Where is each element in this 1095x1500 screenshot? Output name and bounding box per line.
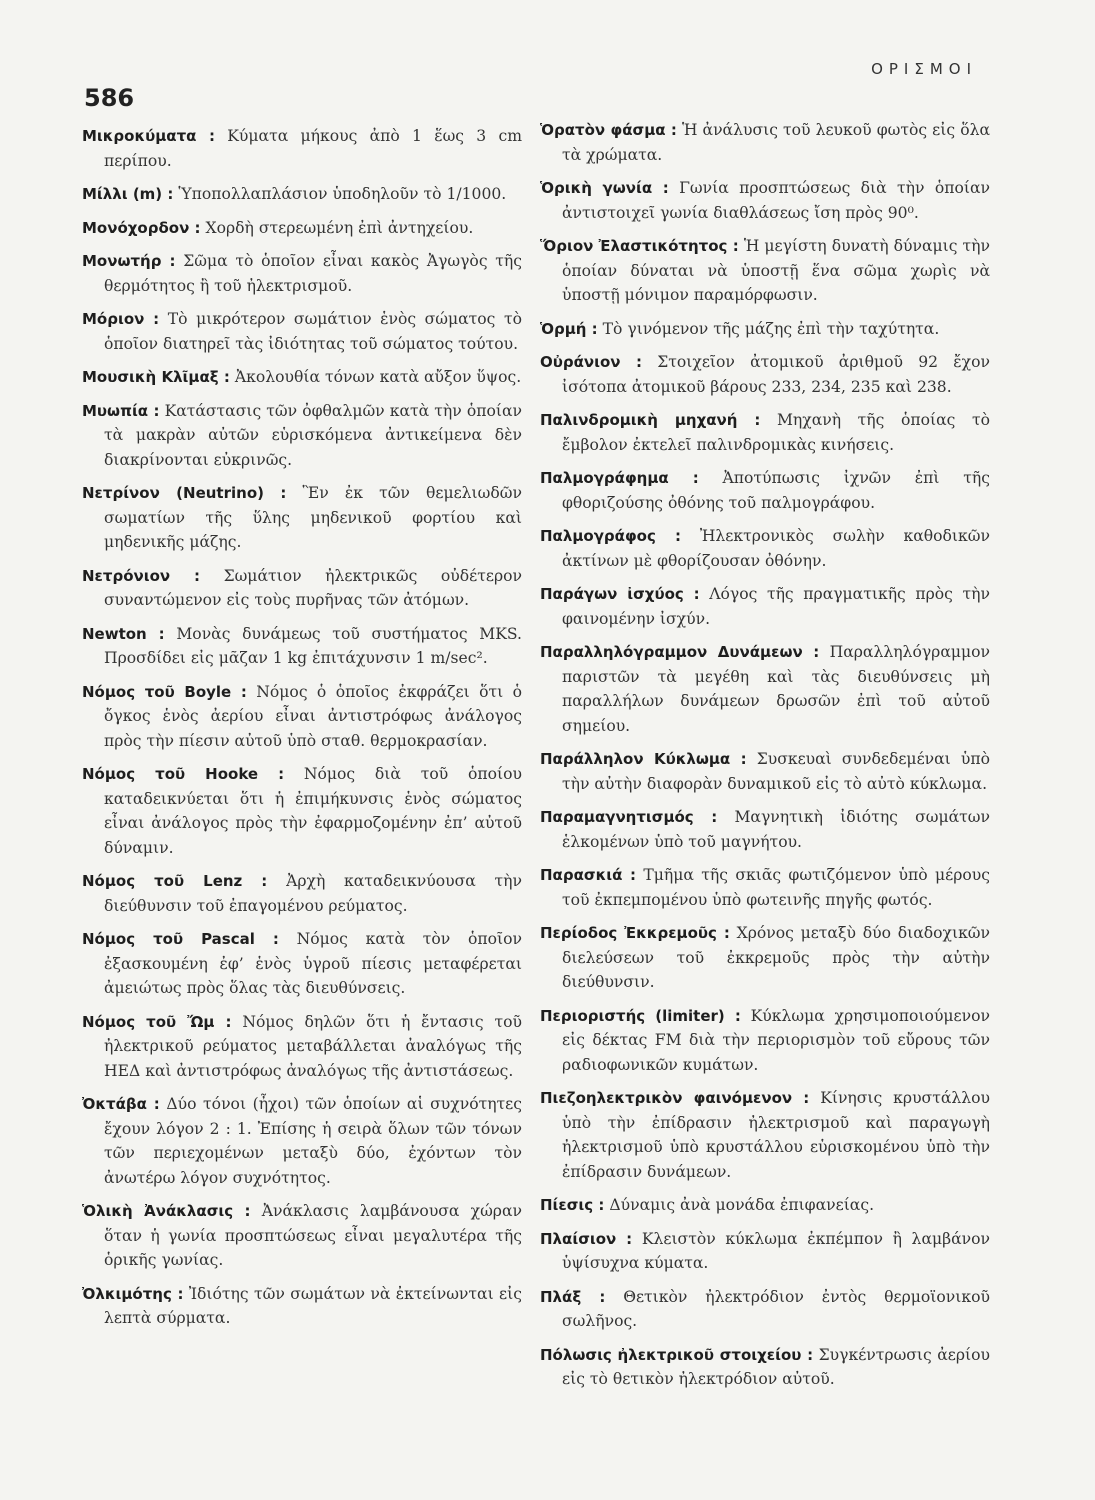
entry-definition: Ἓν ἐκ τῶν θεμελιωδῶν σωματίων τῆς ὕλης μηδενικοῦ φορτίου καὶ μηδενικῆς μάζης.	[104, 484, 522, 551]
entry-definition: Σῶμα τὸ ὁποῖον εἶναι κακὸς Ἀγωγὸς τῆς θερμότητος ἢ τοῦ ἠλεκτρισμοῦ.	[104, 252, 522, 295]
entry-term: Μικροκύματα :	[82, 127, 216, 145]
entry-term: Νετρίνον (Neutrino) :	[82, 484, 287, 502]
entry-definition: Στοιχεῖον ἀτομικοῦ ἀριθμοῦ 92 ἔχον ἰσότοπα ἀτομικοῦ βάρους 233, 234, 235 καὶ 238.	[562, 353, 990, 396]
entry-term: Παρασκιά :	[540, 866, 637, 884]
glossary-entry	[540, 1227, 990, 1276]
entry-definition: Κύματα μήκους ἀπὸ 1 ἕως 3 cm περίπου.	[104, 127, 522, 170]
entry-term: Μουσικὴ Κλῖμαξ :	[82, 368, 230, 386]
entry-definition: Νόμος διὰ τοῦ ὁποίου καταδεικνύεται ὅτι ἡ ἐπιμήκυνσις ἑνὸς σώματος εἶναι ἀνάλογος πρὸς τὴν ἐφαρμοζομένην ἐπ’ αὐτοῦ δύναμιν.	[104, 765, 522, 857]
entry-definition: Μονὰς δυνάμεως τοῦ συστήματος MKS. Προσδίδει εἰς μᾶζαν 1 kg ἐπιτάχυνσιν 1 m/sec².	[104, 624, 522, 667]
entry-term: Οὐράνιον :	[540, 353, 643, 371]
entry-term: Ὅριον Ἐλαστικότητος :	[540, 237, 739, 255]
glossary-entry	[540, 176, 990, 225]
glossary-entry	[82, 1199, 522, 1273]
entry-term: Ὁρμή :	[540, 319, 598, 338]
entry-term: Μονωτήρ :	[82, 252, 176, 270]
entry-term: Παραλληλόγραμμον Δυνάμεων :	[540, 643, 820, 661]
entry-definition: Ὑποπολλαπλάσιον ὑποδηλοῦν τὸ 1/1000.	[178, 185, 507, 203]
entry-term: Ὁρικὴ γωνία :	[540, 179, 669, 197]
glossary-entry	[540, 582, 990, 631]
glossary-entry	[540, 1086, 990, 1184]
entry-term: Νόμος τοῦ Lenz :	[82, 872, 268, 890]
entry-definition: Ἠλεκτρονικὸς σωλὴν καθοδικῶν ἀκτίνων μὲ φθορίζουσαν ὀθόνην.	[562, 527, 990, 570]
entry-definition: Γωνία προσπτώσεως διὰ τὴν ὁποίαν ἀντιστοιχεῖ γωνία διαθλάσεως ἴση πρὸς 90⁰.	[562, 179, 990, 222]
entry-definition: Μαγνητικὴ ἰδιότης σωμάτων ἑλκομένων ὑπὸ τοῦ μαγνήτου.	[562, 808, 990, 851]
glossary-entry	[540, 1285, 990, 1334]
entry-definition: Ἡ ἀνάλυσις τοῦ λευκοῦ φωτὸς εἰς ὅλα τὰ χρώματα.	[562, 121, 990, 164]
entry-definition: Ἀποτύπωσις ἰχνῶν ἐπὶ τῆς φθοριζούσης ὀθόνης τοῦ παλμογράφου.	[562, 469, 990, 512]
entry-term: Ὀκτάβα :	[82, 1095, 160, 1113]
entry-definition: Θετικὸν ἠλεκτρόδιον ἐντὸς θερμοϊονικοῦ σωλῆνος.	[562, 1287, 991, 1330]
entry-term: Παλμογράφος :	[540, 527, 681, 545]
entry-definition: Κλειστὸν κύκλωμα ἐκπέμπον ἢ λαμβάνον ὑψίσυχνα κύματα.	[562, 1229, 991, 1272]
glossary-entry	[82, 216, 522, 241]
entry-term: Περιοριστής (limiter) :	[540, 1006, 741, 1025]
entry-definition: Νόμος δηλῶν ὅτι ἡ ἔντασις τοῦ ἠλεκτρικοῦ ρεύματος μεταβάλλεται ἀναλόγως τῆς ΗΕΔ καὶ ἀντιστρόφως ἀναλόγως τῆς ἀντιστάσεως.	[104, 1012, 522, 1080]
glossary-entry	[540, 317, 990, 342]
glossary-entry	[540, 118, 990, 167]
entry-term: Πόλωσις ἠλεκτρικοῦ στοιχείου :	[540, 1345, 814, 1364]
glossary-entry	[82, 1010, 522, 1084]
entry-term: Πλάξ :	[540, 1287, 606, 1306]
glossary-entry	[82, 1092, 522, 1190]
glossary-entry	[540, 863, 990, 912]
entry-definition: Κύκλωμα χρησιμοποιούμενον εἰς δέκτας FM διὰ τὴν περιορισμὸν τοῦ εὔρους τῶν ραδιοφωνικῶν κυμάτων.	[562, 1006, 990, 1074]
glossary-entry	[540, 1193, 990, 1218]
glossary-entry	[540, 234, 990, 308]
entry-definition: Ἀκολουθία τόνων κατὰ αὔξον ὕψος.	[234, 368, 522, 386]
glossary-entry	[82, 762, 522, 860]
entry-term: Παραμαγνητισμός :	[540, 808, 718, 826]
entry-definition: Δύο τόνοι (ἦχοι) τῶν ὁποίων αἱ συχνότητες ἔχουν λόγον 2 : 1. Ἐπίσης ἡ σειρὰ ὅλων τῶν τόνων τῶν περιεχομένων μεταξὺ δύο, ἐχόντων τὸν ἀνωτέρω λόγον συχνότητος.	[104, 1095, 522, 1187]
glossary-entry	[540, 805, 990, 854]
entry-term: Ὀλκιμότης :	[82, 1284, 184, 1303]
glossary-entry	[82, 622, 522, 671]
entry-definition: Νόμος κατὰ τὸν ὁποῖον ἐξασκουμένη ἐφ’ ἑνὸς ὑγροῦ πίεσις μεταφέρεται ἀμειώτως πρὸς ὅλας τὰς διευθύνσεις.	[104, 930, 522, 997]
entry-definition: Δύναμις ἀνὰ μονάδα ἐπιφανείας.	[609, 1196, 875, 1214]
entry-term: Νόμος τοῦ Pascal :	[82, 930, 279, 948]
entry-definition: Λόγος τῆς πραγματικῆς πρὸς τὴν φαινομένην ἰσχύν.	[562, 585, 990, 628]
entry-term: Newton :	[82, 624, 165, 643]
entry-definition: Χρόνος μεταξὺ δύο διαδοχικῶν διελεύσεων τοῦ ἐκκρεμοῦς πρὸς τὴν αὐτὴν διεύθυνσιν.	[562, 924, 991, 991]
glossary-entry	[540, 1004, 990, 1078]
entry-definition: Σωμάτιον ἠλεκτρικῶς οὐδέτερον συναντώμενον εἰς τοὺς πυρῆνας τῶν ἀτόμων.	[104, 566, 522, 609]
entry-term: Παράλληλον Κύκλωμα :	[540, 750, 747, 768]
entry-definition: Τὸ γινόμενον τῆς μάζης ἐπὶ τὴν ταχύτητα.	[602, 319, 940, 338]
entry-term: Περίοδος Ἐκκρεμοῦς :	[540, 924, 730, 942]
entry-term: Ὁλικὴ Ἀνάκλασις :	[82, 1202, 251, 1220]
glossary-entry	[82, 927, 522, 1001]
glossary-entry	[82, 680, 522, 754]
page-number: 586	[84, 84, 135, 112]
entry-term: Νετρόνιον :	[82, 566, 200, 585]
entry-definition: Συσκευαὶ συνδεδεμέναι ὑπὸ τὴν αὐτὴν διαφορὰν δυναμικοῦ εἰς τὸ αὐτὸ κύκλωμα.	[562, 750, 990, 793]
glossary-entry	[82, 481, 522, 555]
entry-definition: Τὸ μικρότερον σωμάτιον ἑνὸς σώματος τὸ ὁποῖον διατηρεῖ τὰς ἰδιότητας τοῦ σώματος τούτου.	[104, 310, 522, 353]
entry-definition: Ἀνάκλασις λαμβάνουσα χώραν ὅταν ἡ γωνία προσπτώσεως εἶναι μεγαλυτέρα τῆς ὁρικῆς γωνίας.	[104, 1202, 522, 1269]
glossary-entry	[540, 921, 990, 995]
entry-term: Μίλλι (m) :	[82, 185, 174, 203]
glossary-entry	[82, 249, 522, 298]
left-column	[82, 124, 522, 1340]
entry-term: Πίεσις :	[540, 1196, 605, 1214]
glossary-entry	[82, 365, 522, 390]
entry-term: Νόμος τοῦ Hooke :	[82, 765, 285, 783]
entry-term: Νόμος τοῦ Ὤμ :	[82, 1012, 232, 1031]
entry-term: Μόριον :	[82, 310, 160, 328]
entry-definition: Χορδὴ στερεωμένη ἐπὶ ἀντηχείου.	[205, 218, 474, 237]
entry-term: Παλινδρομικὴ μηχανή :	[540, 411, 761, 429]
entry-term: Παράγων ἰσχύος :	[540, 585, 700, 603]
entry-term: Μονόχορδον :	[82, 218, 201, 237]
entry-term: Νόμος τοῦ Boyle :	[82, 682, 247, 701]
glossary-entry	[540, 466, 990, 515]
glossary-entry	[82, 564, 522, 613]
entry-definition: Κίνησις κρυστάλλου ὑπὸ τὴν ἐπίδρασιν ἠλεκτρισμοῦ καὶ παραγωγὴ ἠλεκτρισμοῦ ὑπὸ κρυστάλλου εὑρισκομένου ὑπὸ τὴν ἐπίδρασιν δυνάμεων.	[562, 1089, 990, 1181]
right-column	[540, 118, 990, 1401]
glossary-entry	[540, 350, 990, 399]
entry-definition: Μηχανὴ τῆς ὁποίας τὸ ἔμβολον ἐκτελεῖ παλινδρομικὰς κινήσεις.	[562, 411, 990, 454]
glossary-entry	[82, 307, 522, 356]
entry-definition: Ἡ μεγίστη δυνατὴ δύναμις τὴν ὁποίαν δύναται νὰ ὑποστῇ ἕνα σῶμα χωρὶς νὰ ὑποστῇ μόνιμον παραμόρφωσιν.	[562, 237, 991, 304]
glossary-entry	[82, 399, 522, 473]
glossary-entry	[82, 869, 522, 918]
glossary-entry	[540, 640, 990, 738]
entry-term: Μυωπία :	[82, 401, 160, 420]
entry-definition: Συγκέντρωσις ἀερίου εἰς τὸ θετικὸν ἠλεκτρόδιον αὐτοῦ.	[562, 1345, 990, 1388]
entry-definition: Τμῆμα τῆς σκιᾶς φωτιζόμενον ὑπὸ μέρους τοῦ ἐκπεμπομένου ὑπὸ φωτεινῆς πηγῆς φωτός.	[562, 866, 990, 909]
glossary-entry	[540, 747, 990, 796]
entry-term: Παλμογράφημα :	[540, 469, 699, 487]
entry-definition: Παραλληλόγραμμον παριστῶν τὰ μεγέθη καὶ τὰς διευθύνσεις μὴ παραλλήλων δυνάμεων δρωσῶν ἐπὶ τοῦ αὐτοῦ σημείου.	[562, 643, 990, 735]
entry-definition: Ἀρχὴ καταδεικνύουσα τὴν διεύθυνσιν τοῦ ἐπαγομένου ρεύματος.	[104, 872, 522, 915]
entry-term: Πιεζοηλεκτρικὸν φαινόμενον :	[540, 1089, 810, 1107]
entry-definition: Ἰδιότης τῶν σωμάτων νὰ ἐκτείνωνται εἰς λεπτὰ σύρματα.	[104, 1284, 522, 1327]
glossary-entry	[540, 524, 990, 573]
running-head: ΟΡΙΣΜΟΙ	[871, 60, 977, 78]
glossary-entry	[82, 182, 522, 207]
glossary-entry	[540, 408, 990, 457]
entry-definition: Νόμος ὁ ὁποῖος ἐκφράζει ὅτι ὁ ὄγκος ἑνὸς ἀερίου εἶναι ἀντιστρόφως ἀνάλογος πρὸς τὴν πίεσιν αὐτοῦ ὑπὸ σταθ. θερμοκρασίαν.	[104, 682, 522, 750]
entry-definition: Κατάστασις τῶν ὀφθαλμῶν κατὰ τὴν ὁποίαν τὰ μακρὰν αὐτῶν εὑρισκόμενα ἀντικείμενα δὲν διακρίνονται εὐκρινῶς.	[104, 401, 522, 469]
glossary-entry	[82, 1282, 522, 1331]
entry-term: Πλαίσιον :	[540, 1229, 633, 1248]
entry-term: Ὁρατὸν φάσμα :	[540, 121, 677, 139]
glossary-entry	[540, 1343, 990, 1392]
glossary-entry	[82, 124, 522, 173]
